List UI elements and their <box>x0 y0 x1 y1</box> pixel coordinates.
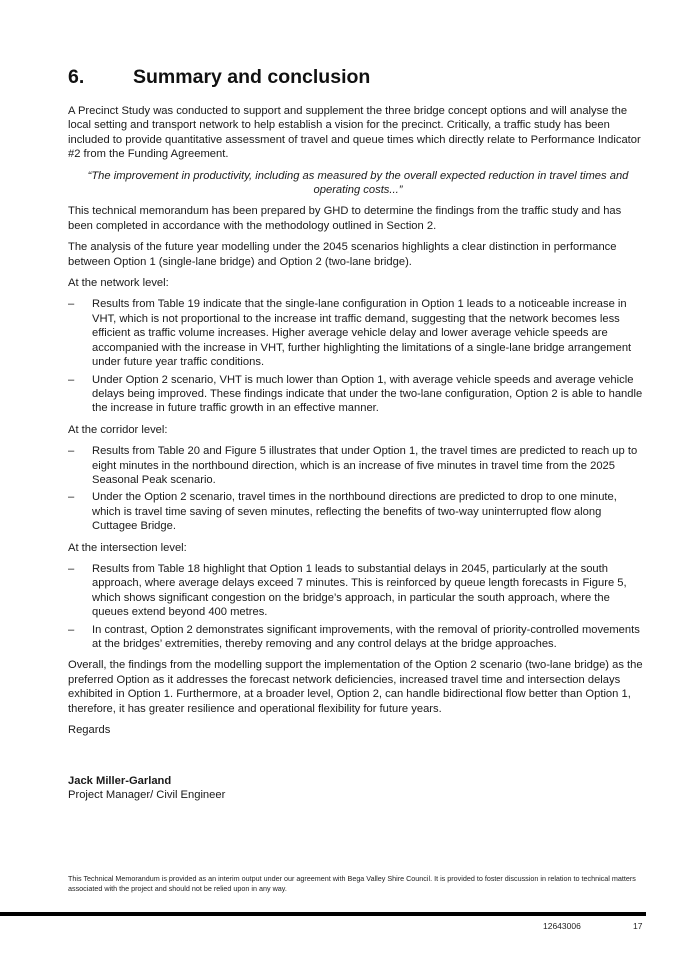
dash-bullet: – <box>68 298 75 311</box>
list-item <box>68 623 648 652</box>
list-item <box>68 373 648 416</box>
list-item-text: Results from Table 19 indicate that the single-lane configuration in Option 1 leads to a noticeable increase in VHT, which is not proportional to the increase int traffic demand, suggesting that the network becomes less efficient as traffic volume increases. Higher average vehicle delay and lower average vehicle speeds are accompanied with the increase in VHT, further highlighting the limitations of a single-lane bridge arrangement under future year traffic conditions. <box>92 298 632 369</box>
dash-bullet: – <box>68 623 75 636</box>
analysis-paragraph: The analysis of the future year modelling under the 2045 scenarios highlights a clear distinction in performance between Option 1 (single-lane bridge) and Option 2 (two-lane bridge). <box>68 241 617 268</box>
network-level-list <box>68 297 648 415</box>
overall-paragraph: Overall, the findings from the modelling support the implementation of the Option 2 scenario (two-lane bridge) as the preferred Option as it addresses the forecast network deficiencies, increased travel time and intersection delays exhibited in Option 1. Furthermore, at a broader level, Option 2, can handle bidirectional flow better than Option 1, therefore, it has greater resilience and operational flexibility for future years. <box>68 659 643 715</box>
section-heading <box>68 64 648 90</box>
dash-bullet: – <box>68 445 75 458</box>
corridor-level-label: At the corridor level: <box>68 423 168 436</box>
section-title: Summary and conclusion <box>133 66 371 88</box>
list-item <box>68 490 648 533</box>
list-item-text: In contrast, Option 2 demonstrates significant improvements, with the removal of priority-controlled movements at the bridges’ extremities, thereby removing and any control delays at the bridge approaches. <box>92 623 640 650</box>
corridor-level-list <box>68 444 648 533</box>
regards-text: Regards <box>68 724 111 737</box>
list-item <box>68 444 648 487</box>
section-number: 6. <box>68 66 85 88</box>
intersection-level-label: At the intersection level: <box>68 541 187 554</box>
list-item-text: Under the Option 2 scenario, travel times in the northbound directions are predicted to drop to one minute, which is travel time saving of seven minutes, reflecting the benefits of two-way uninterrupted flow along Cuttagee Bridge. <box>92 491 617 533</box>
page-number: 17 <box>633 921 643 931</box>
intersection-level-list <box>68 562 648 651</box>
list-item <box>68 562 648 620</box>
memo-paragraph: This technical memorandum has been prepared by GHD to determine the findings from the traffic study and has been completed in accordance with the methodology outlined in Section 2. <box>68 205 622 232</box>
signatory-name: Jack Miller-Garland <box>68 775 172 788</box>
dash-bullet: – <box>68 373 75 386</box>
list-item-text: Under Option 2 scenario, VHT is much lower than Option 1, with average vehicle speeds and average vehicle delays being improved. These findings indicate that under the two-lane configuration, Option 2 is able to handle the increase in future traffic growth in an effective manner. <box>92 373 643 415</box>
footer-disclaimer: This Technical Memorandum is provided as an interim output under our agreement with Bega Valley Shire Council. It is provided to foster discussion in relation to technical matters associated with the project and should not be relied upon in any way. <box>68 874 636 893</box>
list-item <box>68 297 648 369</box>
network-level-label: At the network level: <box>68 277 169 290</box>
page-content <box>68 64 648 802</box>
dash-bullet: – <box>68 562 75 575</box>
dash-bullet: – <box>68 491 75 504</box>
list-item-text: Results from Table 20 and Figure 5 illustrates that under Option 1, the travel times are predicted to reach up to eight minutes in the northbound direction, which is an increase of five minutes in travel time from the 2025 Seasonal Peak scenario. <box>92 445 638 486</box>
funding-agreement-quote: “The improvement in productivity, including as measured by the overall expected reduction in travel times and operating costs...” <box>87 169 629 197</box>
signatory-title: Project Manager/ Civil Engineer <box>68 788 226 801</box>
document-number: 12643006 <box>543 921 581 931</box>
intro-paragraph: A Precinct Study was conducted to support and supplement the three bridge concept options and will analyse the local setting and transport network to help establish a vision for the precinct. Critically, a traffic study has been included to provide quantitative assessment of travel and queue times which directly relate to Performance Indicator #2 from the Funding Agreement. <box>68 105 641 161</box>
footer-rule <box>0 912 646 916</box>
list-item-text: Results from Table 18 highlight that Option 1 leads to substantial delays in 2045, particularly at the south approach, where average delays exceed 7 minutes. This is reinforced by queue length forecasts in Figure 5, which shows significant congestion on the bridge’s approach, in particular the south approach, where the queues extend beyond 400 metres. <box>92 562 627 619</box>
